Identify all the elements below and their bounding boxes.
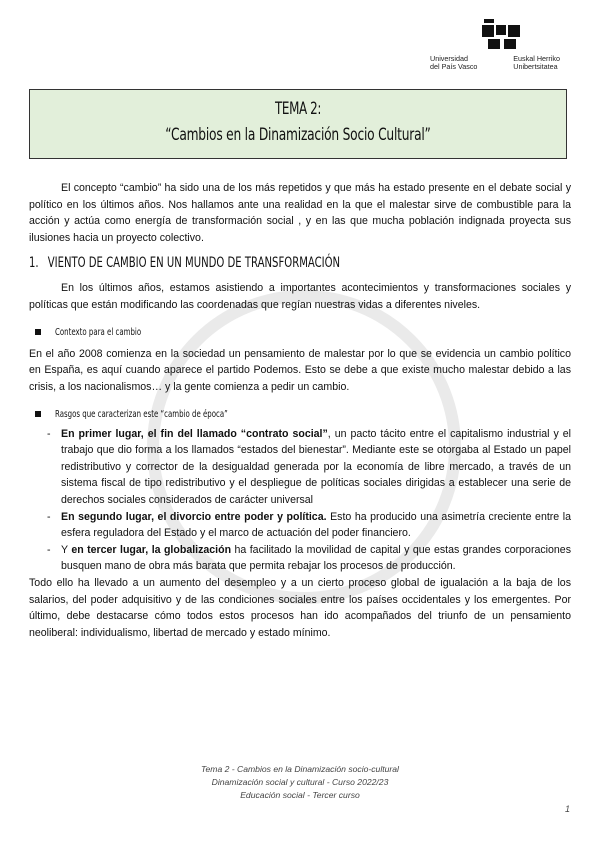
subsection-1	[29, 324, 571, 395]
footer-line-1: Tema 2 - Cambios en la Dinamización socio-cultural	[201, 764, 399, 774]
university-logo	[430, 15, 560, 75]
list-item-bold: En primer lugar, el fin del llamado “contrato social”	[61, 427, 328, 440]
closing-paragraph: Todo ello ha llevado a un aumento del desempleo y a un cierto proceso global de igualación a la baja de los salarios, del poder adquisitivo y de las condiciones sociales entre los países occidentales y los emergentes. Por último, debe destacarse cómo todos estos procesos han ido acompañados del triunfo de un pensamiento neoliberal: individualismo, libertad de mercado y estado mínimo.	[29, 577, 571, 639]
subsection-2-title: Rasgos que caracterizan este “cambio de época”	[55, 409, 228, 420]
list-item-text: , un pacto tácito entre el capitalismo industrial y el trabajo que dio forma a los llamados “estados del bienestar”. Mediante este se otorgaba al Estado un papel redistributivo y corrector de la desigualdad generada por la economía de libre mercado, a través de un sistema fiscal de tipo redistributivo y el despliegue de políticas sociales dirigidas a establecer una serie de derechos sociales considerados de carácter universal	[61, 427, 571, 506]
subsection-1-title: Contexto para el cambio	[55, 327, 142, 338]
subsection-1-paragraph: En el año 2008 comienza en la sociedad un pensamiento de malestar por lo que se evidencia un cambio político en España, es aquí cuando aparece el partido Podemos. Esto se debe a que existe mucho malestar debido a las crisis, a los nacionalismos… y la gente comienza a pedir un cambio.	[29, 347, 571, 393]
section-1-heading	[29, 255, 340, 271]
logo-text-eu-2: Unibertsitatea	[513, 62, 558, 71]
traits-list	[29, 426, 571, 575]
logo-symbol-icon	[482, 19, 522, 49]
subsection-1-heading	[29, 324, 571, 342]
footer-line-2: Dinamización social y cultural - Curso 2022/23	[211, 777, 389, 787]
section-1-body	[29, 280, 571, 313]
title-line-1: TEMA 2:	[275, 99, 321, 119]
square-bullet-icon	[35, 329, 41, 335]
footer-line-3: Educación social - Tercer curso	[240, 790, 360, 800]
list-item-text: ha facilitado la movilidad de capital y que estas grandes corporaciones busquen mano de obra más barata que permita rebajar los procesos de producción.	[61, 543, 571, 573]
subsection-2	[29, 406, 571, 575]
list-item-bold: En segundo lugar, el divorcio entre poder y política.	[61, 510, 327, 523]
logo-text-es-1: Universidad	[430, 54, 468, 63]
page-footer	[0, 763, 600, 802]
subsection-2-heading	[29, 406, 571, 424]
section-1-number: 1.	[29, 255, 39, 271]
intro-paragraph: El concepto “cambio” ha sido una de los más repetidos y que más ha estado presente en el debate social y político en los últimos años. Nos hallamos ante una realidad en la que el malestar sirve de combustible para la acción y actúa como energía de transformación social , y en las que mucha población indignada proyecta sus ilusiones hacia un proyecto colectivo.	[29, 182, 571, 244]
page-number: 1	[564, 804, 570, 814]
logo-text-eu-1: Euskal Herriko	[513, 54, 560, 63]
list-item: - Y en tercer lugar, la globalización ha facilitado la movilidad de capital y que estas grandes corporaciones busquen mano de obra más barata que permita rebajar los procesos de producción.	[47, 543, 571, 573]
list-item: - En segundo lugar, el divorcio entre poder y política. Esto ha producido una asimetría creciente entre la esfera reguladora del Estado y el marco de actuación del poder financiero.	[47, 510, 571, 540]
section-1-title: VIENTO DE CAMBIO EN UN MUNDO DE TRANSFORMACIÓN	[47, 255, 341, 271]
logo-text-es-2: del País Vasco	[430, 62, 478, 71]
closing-block	[29, 575, 571, 641]
list-item-pre: Y	[61, 543, 72, 556]
list-item-text: Esto ha producido una asimetría creciente entre la esfera reguladora del Estado y el marco de actuación del poder financiero.	[61, 510, 571, 540]
list-item-bold: en tercer lugar, la globalización	[71, 543, 232, 556]
document-body	[29, 180, 571, 246]
title-box	[29, 89, 567, 159]
section-1-paragraph: En los últimos años, estamos asistiendo a importantes acontecimientos y transformaciones sociales y políticas que están modificando las coordenadas que regían nuestras vidas a diferentes niveles.	[29, 282, 571, 311]
title-line-2: “Cambios en la Dinamización Socio Cultural”	[165, 125, 431, 145]
list-item: - En primer lugar, el fin del llamado “contrato social”, un pacto tácito entre el capitalismo industrial y el trabajo que dio forma a los llamados “estados del bienestar”. Mediante este se otorgaba al Estado un papel redistributivo y corrector de la desigualdad generada por la economía de libre mercado, a través de un sistema fiscal de tipo redistributivo y el despliegue de políticas sociales dirigidas a establecer una serie de derechos sociales considerados de carácter universal	[47, 427, 571, 506]
square-bullet-icon	[35, 411, 41, 417]
